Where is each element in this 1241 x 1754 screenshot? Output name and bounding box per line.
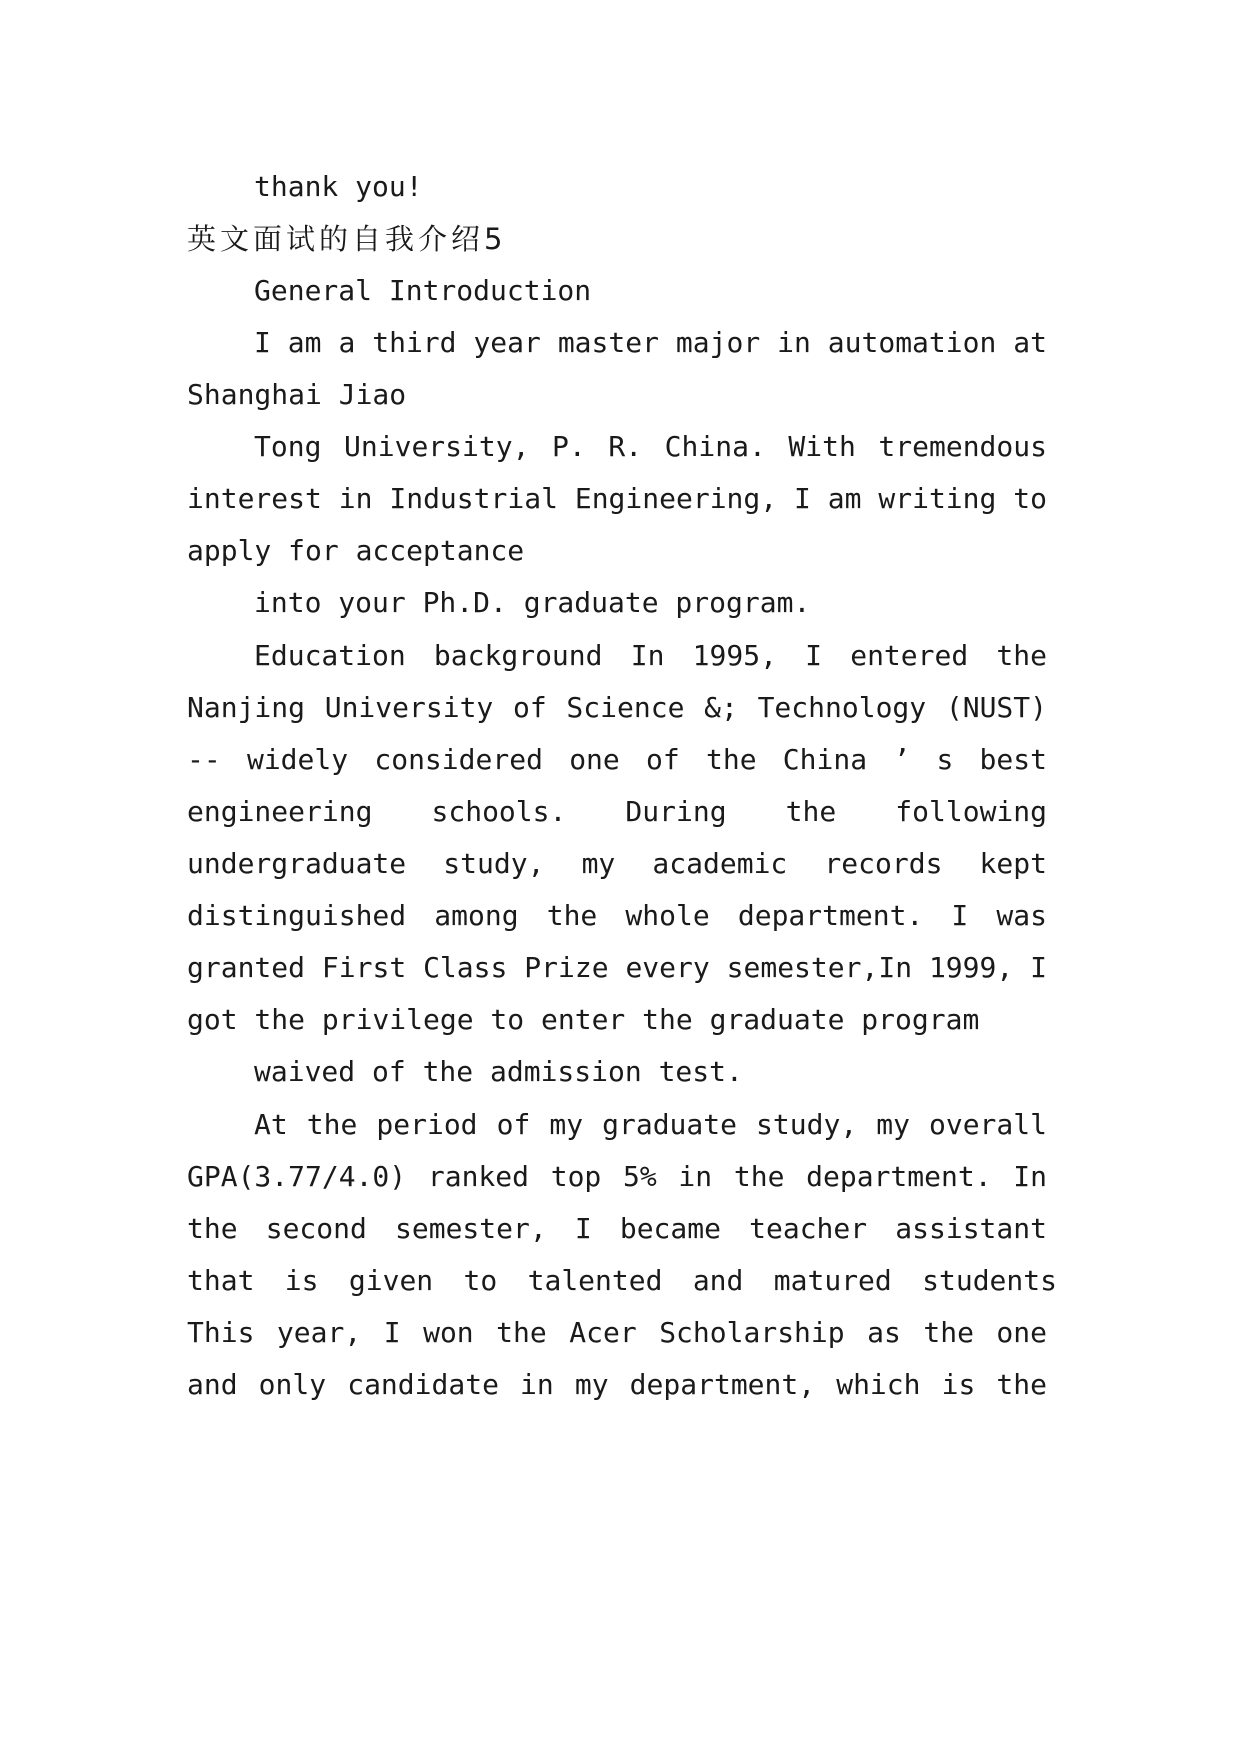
paragraph-2-line-8: got the privilege to enter the graduate program	[187, 1003, 980, 1036]
paragraph-2-line-9: waived of the admission test.	[254, 1055, 743, 1088]
paragraph-3-line-2: GPA(3.77/4.0) ranked top 5% in the department. In	[187, 1160, 1047, 1193]
paragraph-2-line-7: granted First Class Prize every semester,In 1999, I	[187, 951, 1047, 984]
closing-line: thank you!	[254, 170, 423, 203]
paragraph-2-line-1: Education background In 1995, I entered the	[254, 639, 1047, 672]
paragraph-1-line-3: Tong University, P. R. China. With tremendous	[254, 430, 1047, 463]
paragraph-1-line-2: Shanghai Jiao	[187, 378, 407, 411]
paragraph-2-line-3: -- widely considered one of the China ’ s best	[187, 743, 1047, 776]
paragraph-1-line-4: interest in Industrial Engineering, I am writing to	[187, 482, 1047, 515]
section-heading: 英文面试的自我介绍5	[187, 222, 507, 256]
paragraph-2-line-5: undergraduate study, my academic records kept	[187, 847, 1047, 880]
paragraph-3-line-6: and only candidate in my department, which is the	[187, 1368, 1047, 1401]
subheading: General Introduction	[254, 274, 592, 307]
paragraph-2-line-4: engineering schools. During the following	[187, 795, 1047, 828]
paragraph-2-line-6: distinguished among the whole department. I was	[187, 899, 1047, 932]
paragraph-1-line-5: apply for acceptance	[187, 534, 525, 567]
paragraph-1-line-1: I am a third year master major in automation at	[254, 326, 1047, 359]
paragraph-1-line-6: into your Ph.D. graduate program.	[254, 586, 811, 619]
paragraph-3-line-1: At the period of my graduate study, my overall	[254, 1108, 1047, 1141]
paragraph-3-line-3: the second semester, I became teacher assistant	[187, 1212, 1047, 1245]
paragraph-3-line-5: This year, I won the Acer Scholarship as the one	[187, 1316, 1047, 1349]
paragraph-3-line-4: that is given to talented and matured students	[187, 1264, 1057, 1297]
paragraph-2-line-2: Nanjing University of Science &; Technology (NUST)	[187, 691, 1047, 724]
